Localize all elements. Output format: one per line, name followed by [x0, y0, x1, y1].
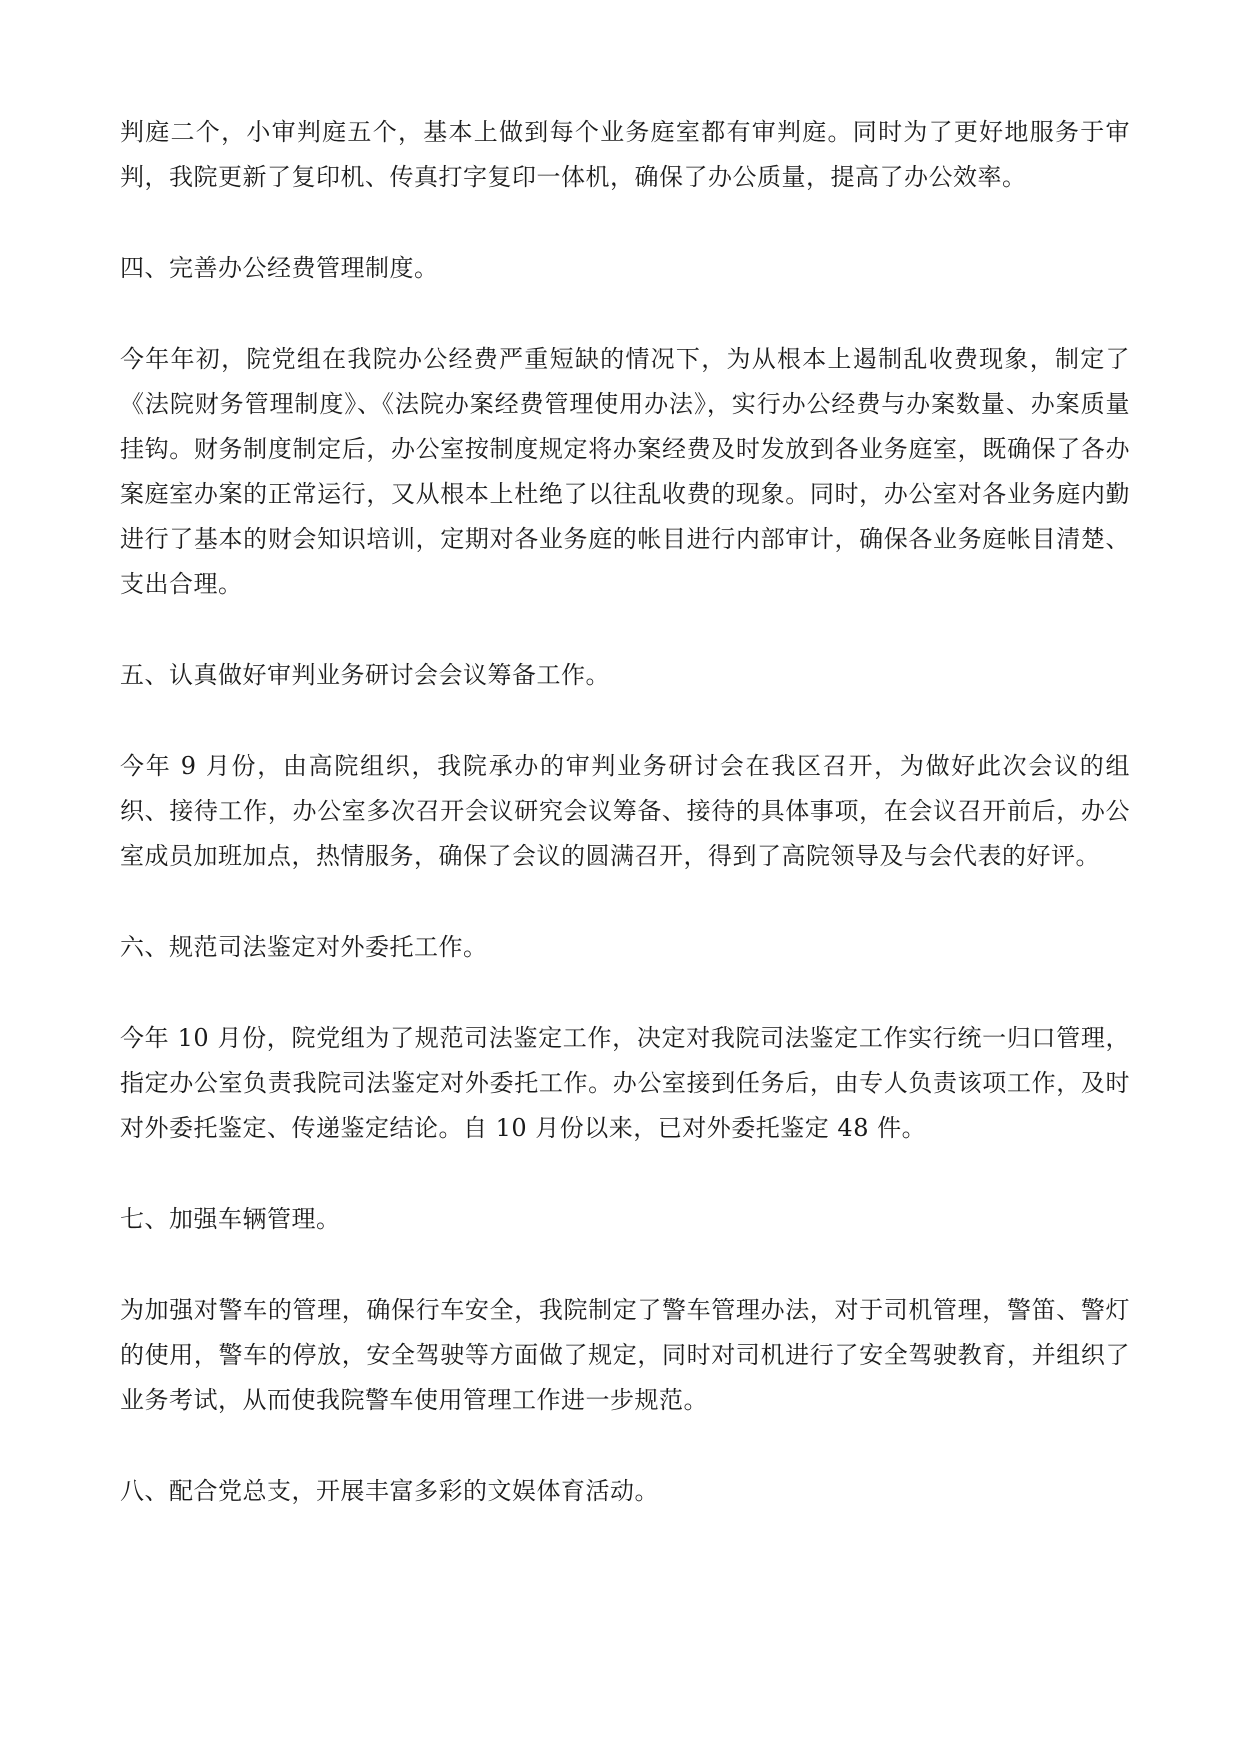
document-page — [120, 110, 1130, 1560]
paragraph-conference: 今年 9 月份，由高院组织，我院承办的审判业务研讨会在我区召开，为做好此次会议的组织、接待工作，办公室多次召开会议研究会议筹备、接待的具体事项，在会议召开前后，办公室成员加班加点，热情服务，确保了会议的圆满召开，得到了高院领导及与会代表的好评。 — [120, 752, 1130, 870]
paragraph-finance: 今年年初，院党组在我院办公经费严重短缺的情况下，为从根本上遏制乱收费现象，制定了《法院财务管理制度》、《法院办案经费管理使用办法》，实行办公经费与办案数量、办案质量挂钩。财务制度制定后，办公室按制度规定将办案经费及时发放到各业务庭室，既确保了各办案庭室办案的正常运行，又从根本上杜绝了以往乱收费的现象。同时，办公室对各业务庭内勤进行了基本的财会知识培训，定期对各业务庭的帐目进行内部审计，确保各业务庭帐目清楚、支出合理。 — [120, 345, 1130, 598]
section-heading-6: 六、规范司法鉴定对外委托工作。 — [120, 933, 488, 961]
paragraph-appraisal: 今年 10 月份，院党组为了规范司法鉴定工作，决定对我院司法鉴定工作实行统一归口管理，指定办公室负责我院司法鉴定对外委托工作。办公室接到任务后，由专人负责该项工作，及时对外委托鉴定、传递鉴定结论。自 10 月份以来，已对外委托鉴定 48 件。 — [120, 1024, 1130, 1142]
section-heading-7: 七、加强车辆管理。 — [120, 1205, 341, 1233]
section-heading-5: 五、认真做好审判业务研讨会会议筹备工作。 — [120, 661, 610, 689]
paragraph-vehicles: 为加强对警车的管理，确保行车安全，我院制定了警车管理办法，对于司机管理，警笛、警灯的使用，警车的停放，安全驾驶等方面做了规定，同时对司机进行了安全驾驶教育，并组织了业务考试，从而使我院警车使用管理工作进一步规范。 — [120, 1296, 1130, 1414]
section-heading-4: 四、完善办公经费管理制度。 — [120, 254, 439, 282]
paragraph-equipment: 判庭二个，小审判庭五个，基本上做到每个业务庭室都有审判庭。同时为了更好地服务于审判，我院更新了复印机、传真打字复印一体机，确保了办公质量，提高了办公效率。 — [120, 118, 1130, 191]
section-heading-8: 八、配合党总支，开展丰富多彩的文娱体育活动。 — [120, 1477, 659, 1505]
